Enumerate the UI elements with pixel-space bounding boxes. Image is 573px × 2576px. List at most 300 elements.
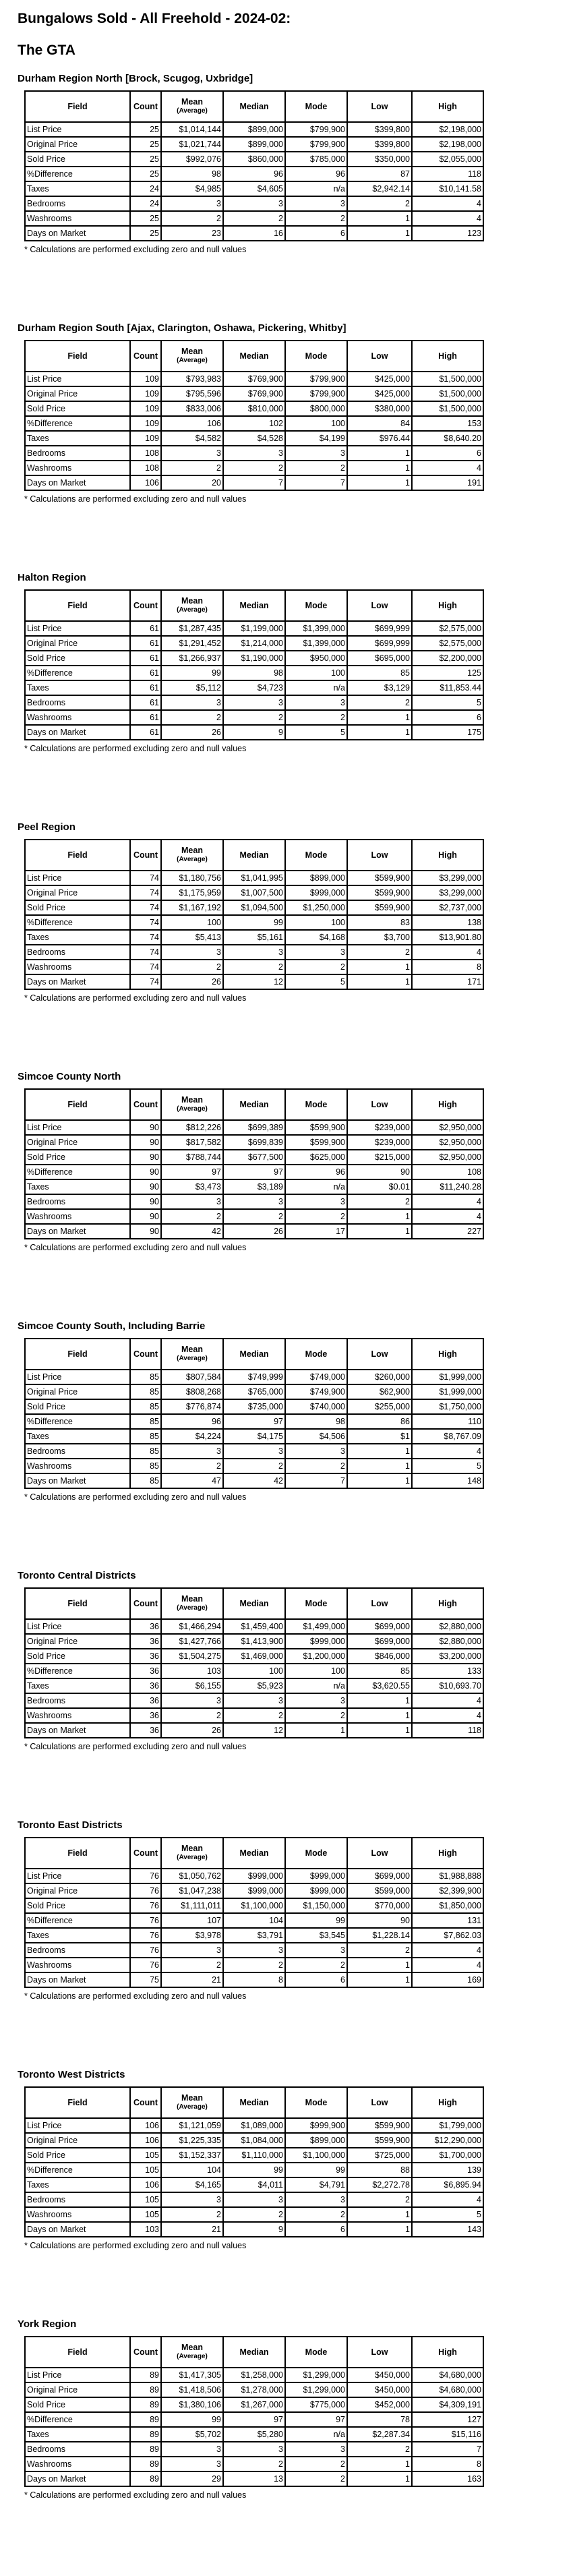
cell-field: Sold Price: [25, 651, 130, 666]
cell-mean: 99: [161, 2412, 223, 2427]
stats-table: [24, 839, 484, 990]
cell-count: 109: [130, 416, 161, 431]
cell-high: $1,750,000: [412, 1399, 483, 1414]
cell-count: 76: [130, 1928, 161, 1943]
cell-median: $769,900: [223, 372, 285, 386]
cell-high: $1,850,000: [412, 1898, 483, 1913]
region-section: [18, 1070, 555, 1319]
cell-mode: 7: [285, 1473, 347, 1488]
cell-count: 108: [130, 446, 161, 461]
cell-field: Sold Price: [25, 2397, 130, 2412]
cell-mean: $6,155: [161, 1678, 223, 1693]
header-mode: Mode: [285, 840, 347, 871]
header-high: High: [412, 1838, 483, 1869]
cell-field: Days on Market: [25, 1972, 130, 1987]
cell-low: $1,228.14: [347, 1928, 412, 1943]
cell-low: $3,620.55: [347, 1678, 412, 1693]
cell-high: 123: [412, 226, 483, 241]
table-row: [25, 960, 483, 974]
cell-field: Taxes: [25, 1429, 130, 1444]
stats-table: [24, 1338, 484, 1489]
cell-low: 85: [347, 1664, 412, 1678]
cell-low: $2,287.34: [347, 2427, 412, 2442]
cell-count: 90: [130, 1120, 161, 1135]
cell-high: $2,055,000: [412, 152, 483, 167]
cell-count: 36: [130, 1723, 161, 1738]
cell-mean: 3: [161, 2457, 223, 2471]
cell-count: 85: [130, 1444, 161, 1459]
cell-high: $8,640.20: [412, 431, 483, 446]
header-field: Field: [25, 2087, 130, 2118]
cell-field: Washrooms: [25, 1209, 130, 1224]
table-row: [25, 167, 483, 181]
cell-low: 78: [347, 2412, 412, 2427]
cell-mode: $1,100,000: [285, 2148, 347, 2163]
header-high: High: [412, 1588, 483, 1619]
cell-mean: $807,584: [161, 1370, 223, 1384]
header-mode: Mode: [285, 2087, 347, 2118]
cell-median: 3: [223, 196, 285, 211]
cell-count: 89: [130, 2427, 161, 2442]
cell-low: 2: [347, 2192, 412, 2207]
cell-low: $450,000: [347, 2382, 412, 2397]
table-row: [25, 885, 483, 900]
region-section: [18, 1818, 555, 2068]
cell-field: List Price: [25, 122, 130, 137]
cell-mean: $4,165: [161, 2177, 223, 2192]
cell-mean: $992,076: [161, 152, 223, 167]
header-mean-label: Mean: [181, 2093, 203, 2103]
cell-mean: 107: [161, 1913, 223, 1928]
cell-count: 76: [130, 1943, 161, 1958]
header-high: High: [412, 2087, 483, 2118]
cell-median: $1,190,000: [223, 651, 285, 666]
stats-table: [24, 589, 484, 740]
cell-count: 105: [130, 2148, 161, 2163]
cell-high: $11,853.44: [412, 680, 483, 695]
header-mean-sub: (Average): [177, 606, 208, 614]
cell-field: Days on Market: [25, 974, 130, 989]
cell-mean: $1,287,435: [161, 621, 223, 636]
cell-count: 90: [130, 1135, 161, 1150]
cell-high: $6,895.94: [412, 2177, 483, 2192]
cell-low: 83: [347, 915, 412, 930]
cell-median: 3: [223, 1693, 285, 1708]
table-header-row: [25, 1339, 483, 1370]
cell-field: Washrooms: [25, 2457, 130, 2471]
cell-mode: 5: [285, 974, 347, 989]
cell-field: Original Price: [25, 1634, 130, 1649]
cell-high: 4: [412, 211, 483, 226]
cell-mean: 3: [161, 1693, 223, 1708]
cell-high: 227: [412, 1224, 483, 1239]
cell-median: $5,161: [223, 930, 285, 945]
cell-high: 138: [412, 915, 483, 930]
header-mean-label: Mean: [181, 596, 203, 606]
table-row: [25, 1693, 483, 1708]
header-mean-label: Mean: [181, 97, 203, 107]
cell-field: List Price: [25, 1869, 130, 1883]
header-high: High: [412, 1339, 483, 1370]
cell-count: 89: [130, 2457, 161, 2471]
header-mode: Mode: [285, 91, 347, 122]
cell-low: $2,942.14: [347, 181, 412, 196]
cell-mean: 98: [161, 167, 223, 181]
cell-field: %Difference: [25, 915, 130, 930]
cell-low: 1: [347, 475, 412, 490]
cell-low: 1: [347, 1723, 412, 1738]
cell-median: 8: [223, 1972, 285, 1987]
cell-low: $239,000: [347, 1135, 412, 1150]
header-median: Median: [223, 590, 285, 621]
header-high: High: [412, 1089, 483, 1120]
region-title: Toronto East Districts: [18, 1819, 123, 1831]
cell-high: $2,880,000: [412, 1619, 483, 1634]
cell-count: 85: [130, 1459, 161, 1473]
cell-count: 76: [130, 1898, 161, 1913]
cell-high: $4,309,191: [412, 2397, 483, 2412]
cell-median: 26: [223, 1224, 285, 1239]
cell-mode: $599,900: [285, 1135, 347, 1150]
header-mean-label: Mean: [181, 2343, 203, 2352]
cell-high: 4: [412, 945, 483, 960]
cell-mode: 2: [285, 1708, 347, 1723]
header-field: Field: [25, 1588, 130, 1619]
region-section: [18, 1569, 555, 1818]
table-header-row: [25, 840, 483, 871]
table-row: [25, 1384, 483, 1399]
cell-mean: $793,983: [161, 372, 223, 386]
cell-count: 90: [130, 1194, 161, 1209]
cell-count: 24: [130, 196, 161, 211]
cell-high: $1,988,888: [412, 1869, 483, 1883]
header-field: Field: [25, 590, 130, 621]
cell-count: 89: [130, 2471, 161, 2486]
cell-mode: $785,000: [285, 152, 347, 167]
table-row: [25, 974, 483, 989]
table-row: [25, 2368, 483, 2382]
cell-mode: 100: [285, 915, 347, 930]
table-row: [25, 1120, 483, 1135]
cell-count: 89: [130, 2412, 161, 2427]
cell-median: 3: [223, 945, 285, 960]
table-row: [25, 1459, 483, 1473]
cell-mode: 98: [285, 1414, 347, 1429]
header-high: High: [412, 590, 483, 621]
cell-mean: $808,268: [161, 1384, 223, 1399]
region-section: [18, 570, 555, 820]
cell-median: $4,011: [223, 2177, 285, 2192]
cell-count: 25: [130, 211, 161, 226]
cell-mode: 2: [285, 1958, 347, 1972]
cell-low: $350,000: [347, 152, 412, 167]
cell-count: 74: [130, 960, 161, 974]
table-row: [25, 1928, 483, 1943]
cell-low: $0.01: [347, 1179, 412, 1194]
header-count: Count: [130, 840, 161, 871]
cell-high: 4: [412, 1958, 483, 1972]
header-median: Median: [223, 91, 285, 122]
cell-mean: $4,224: [161, 1429, 223, 1444]
cell-mode: 7: [285, 475, 347, 490]
table-row: [25, 2118, 483, 2133]
cell-low: 85: [347, 666, 412, 680]
table-row: [25, 1165, 483, 1179]
header-mean-label: Mean: [181, 1345, 203, 1354]
cell-mean: 2: [161, 710, 223, 725]
cell-mode: $749,900: [285, 1384, 347, 1399]
region-section: [18, 321, 555, 570]
header-mean-sub: (Average): [177, 1604, 208, 1612]
cell-low: 86: [347, 1414, 412, 1429]
header-mean-sub: (Average): [177, 856, 208, 863]
header-mode: Mode: [285, 1588, 347, 1619]
cell-mode: 2: [285, 461, 347, 475]
cell-median: $1,089,000: [223, 2118, 285, 2133]
cell-field: Original Price: [25, 1883, 130, 1898]
cell-high: 4: [412, 196, 483, 211]
cell-low: $260,000: [347, 1370, 412, 1384]
cell-mode: n/a: [285, 181, 347, 196]
cell-mean: 3: [161, 1444, 223, 1459]
cell-field: Taxes: [25, 930, 130, 945]
table-row: [25, 2471, 483, 2486]
cell-count: 76: [130, 1958, 161, 1972]
cell-mean: 2: [161, 1958, 223, 1972]
cell-low: $976.44: [347, 431, 412, 446]
cell-mode: $1,299,000: [285, 2382, 347, 2397]
cell-low: $599,900: [347, 871, 412, 885]
cell-low: 1: [347, 1459, 412, 1473]
cell-median: $999,000: [223, 1869, 285, 1883]
region-title: Peel Region: [18, 821, 76, 833]
cell-count: 85: [130, 1414, 161, 1429]
cell-field: Sold Price: [25, 152, 130, 167]
table-row: [25, 1898, 483, 1913]
cell-low: 1: [347, 1209, 412, 1224]
cell-high: $13,901.80: [412, 930, 483, 945]
cell-median: $735,000: [223, 1399, 285, 1414]
cell-high: $8,767.09: [412, 1429, 483, 1444]
cell-median: $4,605: [223, 181, 285, 196]
cell-count: 25: [130, 226, 161, 241]
table-row: [25, 431, 483, 446]
cell-mean: $1,014,144: [161, 122, 223, 137]
cell-mean: 2: [161, 211, 223, 226]
header-count: Count: [130, 1838, 161, 1869]
region-title: Durham Region North [Brock, Scugog, Uxbridge]: [18, 73, 253, 84]
cell-field: Bedrooms: [25, 1194, 130, 1209]
cell-high: 110: [412, 1414, 483, 1429]
cell-mean: $795,596: [161, 386, 223, 401]
cell-count: 74: [130, 900, 161, 915]
cell-mode: $999,000: [285, 1883, 347, 1898]
cell-low: 90: [347, 1165, 412, 1179]
header-mean: [161, 1588, 223, 1619]
header-high: High: [412, 840, 483, 871]
cell-field: Washrooms: [25, 710, 130, 725]
table-row: [25, 1649, 483, 1664]
cell-field: Bedrooms: [25, 695, 130, 710]
cell-field: %Difference: [25, 1913, 130, 1928]
cell-median: $1,278,000: [223, 2382, 285, 2397]
cell-count: 90: [130, 1209, 161, 1224]
cell-high: 6: [412, 710, 483, 725]
cell-field: Sold Price: [25, 1399, 130, 1414]
cell-mode: 3: [285, 446, 347, 461]
cell-median: $810,000: [223, 401, 285, 416]
cell-mean: 20: [161, 475, 223, 490]
table-header-row: [25, 590, 483, 621]
cell-mean: 21: [161, 1972, 223, 1987]
cell-mode: $800,000: [285, 401, 347, 416]
cell-field: List Price: [25, 2368, 130, 2382]
cell-field: Original Price: [25, 386, 130, 401]
cell-mean: $1,504,275: [161, 1649, 223, 1664]
cell-count: 106: [130, 2177, 161, 2192]
table-row: [25, 1429, 483, 1444]
cell-low: 1: [347, 211, 412, 226]
header-median: Median: [223, 1838, 285, 1869]
cell-high: 133: [412, 1664, 483, 1678]
table-row: [25, 1634, 483, 1649]
cell-mean: $1,180,756: [161, 871, 223, 885]
header-low: Low: [347, 2087, 412, 2118]
cell-median: $5,923: [223, 1678, 285, 1693]
cell-high: $2,198,000: [412, 122, 483, 137]
cell-mean: 96: [161, 1414, 223, 1429]
cell-field: Original Price: [25, 2133, 130, 2148]
cell-mean: 2: [161, 1459, 223, 1473]
cell-median: 96: [223, 167, 285, 181]
region-title: Toronto West Districts: [18, 2069, 125, 2080]
cell-mode: 5: [285, 725, 347, 740]
cell-high: $2,950,000: [412, 1135, 483, 1150]
region-title: York Region: [18, 2318, 77, 2330]
stats-table: [24, 1837, 484, 1988]
cell-high: $2,880,000: [412, 1634, 483, 1649]
cell-median: 2: [223, 1958, 285, 1972]
cell-mean: $1,466,294: [161, 1619, 223, 1634]
table-header-row: [25, 341, 483, 372]
cell-mode: n/a: [285, 680, 347, 695]
cell-mean: $3,473: [161, 1179, 223, 1194]
header-median: Median: [223, 1588, 285, 1619]
cell-high: 148: [412, 1473, 483, 1488]
cell-median: 13: [223, 2471, 285, 2486]
cell-mode: $799,900: [285, 137, 347, 152]
cell-mode: $740,000: [285, 1399, 347, 1414]
cell-low: $699,000: [347, 1619, 412, 1634]
cell-median: $3,791: [223, 1928, 285, 1943]
cell-field: Washrooms: [25, 960, 130, 974]
footnote: * Calculations are performed excluding zero and null values: [24, 993, 247, 1003]
cell-median: $699,839: [223, 1135, 285, 1150]
cell-high: 5: [412, 695, 483, 710]
cell-low: $599,000: [347, 1883, 412, 1898]
cell-mean: 2: [161, 461, 223, 475]
cell-high: $3,299,000: [412, 871, 483, 885]
cell-high: 4: [412, 1194, 483, 1209]
cell-count: 36: [130, 1619, 161, 1634]
cell-mean: $4,582: [161, 431, 223, 446]
cell-low: $599,900: [347, 2118, 412, 2133]
cell-low: 1: [347, 725, 412, 740]
cell-mean: 106: [161, 416, 223, 431]
cell-median: 12: [223, 974, 285, 989]
cell-field: Washrooms: [25, 2207, 130, 2222]
header-low: Low: [347, 1838, 412, 1869]
cell-mode: 2: [285, 1459, 347, 1473]
header-mean: [161, 840, 223, 871]
header-field: Field: [25, 1838, 130, 1869]
cell-count: 89: [130, 2368, 161, 2382]
header-count: Count: [130, 1089, 161, 1120]
footnote: * Calculations are performed excluding zero and null values: [24, 494, 247, 504]
cell-low: $239,000: [347, 1120, 412, 1135]
table-row: [25, 1664, 483, 1678]
cell-high: $11,240.28: [412, 1179, 483, 1194]
table-row: [25, 621, 483, 636]
cell-mean: $1,175,959: [161, 885, 223, 900]
cell-mean: $5,112: [161, 680, 223, 695]
table-row: [25, 945, 483, 960]
header-mean-sub: (Average): [177, 1105, 208, 1113]
cell-mean: $833,006: [161, 401, 223, 416]
cell-mean: 2: [161, 1708, 223, 1723]
cell-median: 2: [223, 1459, 285, 1473]
table-row: [25, 636, 483, 651]
cell-high: $1,999,000: [412, 1370, 483, 1384]
cell-mode: $799,900: [285, 372, 347, 386]
table-row: [25, 725, 483, 740]
cell-mode: 99: [285, 2163, 347, 2177]
table-row: [25, 1883, 483, 1898]
cell-field: Bedrooms: [25, 945, 130, 960]
cell-mean: 3: [161, 1943, 223, 1958]
cell-median: 42: [223, 1473, 285, 1488]
cell-median: $765,000: [223, 1384, 285, 1399]
header-count: Count: [130, 2087, 161, 2118]
header-median: Median: [223, 2337, 285, 2368]
cell-mode: 1: [285, 1723, 347, 1738]
cell-high: $1,500,000: [412, 401, 483, 416]
cell-mode: n/a: [285, 1179, 347, 1194]
cell-mode: 6: [285, 2222, 347, 2237]
header-mean-label: Mean: [181, 846, 203, 855]
cell-mode: $1,299,000: [285, 2368, 347, 2382]
cell-mode: $599,900: [285, 1120, 347, 1135]
cell-median: 104: [223, 1913, 285, 1928]
cell-low: $699,999: [347, 621, 412, 636]
cell-mode: $775,000: [285, 2397, 347, 2412]
header-mean-sub: (Average): [177, 2353, 208, 2360]
cell-high: 153: [412, 416, 483, 431]
cell-field: Bedrooms: [25, 2442, 130, 2457]
cell-count: 89: [130, 2382, 161, 2397]
cell-high: $1,799,000: [412, 2118, 483, 2133]
cell-median: 97: [223, 1414, 285, 1429]
cell-median: $4,723: [223, 680, 285, 695]
table-row: [25, 1958, 483, 1972]
cell-mean: 103: [161, 1664, 223, 1678]
cell-median: $1,469,000: [223, 1649, 285, 1664]
cell-mode: $4,199: [285, 431, 347, 446]
cell-low: 1: [347, 1473, 412, 1488]
table-row: [25, 416, 483, 431]
cell-median: $1,100,000: [223, 1898, 285, 1913]
document-subtitle: The GTA: [18, 42, 76, 58]
